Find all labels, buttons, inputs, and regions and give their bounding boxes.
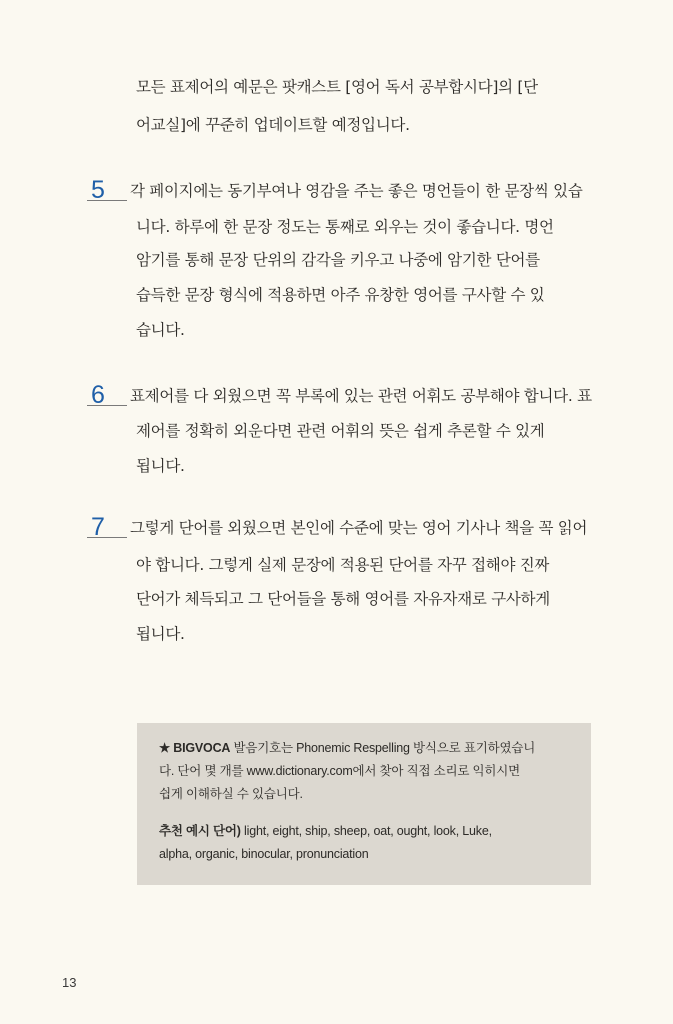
brand-name: BIGVOCA (173, 741, 231, 755)
note-line-2: 다. 단어 몇 개를 www.dictionary.com에서 찾아 직접 소리로 익히시면 (159, 764, 521, 778)
intro-line-2: 어교실]에 꾸준히 업데이트할 예정입니다. (136, 116, 410, 134)
section-number-7: 7 (91, 513, 105, 541)
section-number-underline (87, 405, 127, 406)
section-number-5: 5 (91, 176, 105, 204)
section-5-line-4: 습득한 문장 형식에 적용하면 아주 유창한 영어를 구사할 수 있 (136, 286, 545, 304)
example-words: light, eight, ship, sheep, oat, ought, look, Luke, (240, 824, 492, 838)
section-5-line-5: 습니다. (136, 321, 185, 339)
page-number: 13 (62, 975, 77, 990)
section-7-line-3: 단어가 체득되고 그 단어들을 통해 영어를 자유자재로 구사하게 (136, 590, 550, 608)
section-7-line-2: 야 합니다. 그렇게 실제 문장에 적용된 단어를 자꾸 접해야 진짜 (136, 556, 550, 574)
note-example-line-1 (159, 823, 492, 839)
section-5-line-1: 각 페이지에는 동기부여나 영감을 주는 좋은 명언들이 한 문장씩 있습 (130, 182, 583, 200)
note-line-1-text: 발음기호는 Phonemic Respelling 방식으로 표기하였습니 (230, 741, 536, 755)
section-5-line-2: 니다. 하루에 한 문장 정도는 통째로 외우는 것이 좋습니다. 명언 (136, 218, 554, 236)
intro-line-1: 모든 표제어의 예문은 팟캐스트 [영어 독서 공부합시다]의 [단 (136, 78, 538, 96)
section-7-line-1: 그렇게 단어를 외웠으면 본인에 수준에 맞는 영어 기사나 책을 꼭 읽어 (130, 519, 588, 537)
section-7-line-4: 됩니다. (136, 625, 185, 643)
section-number-6: 6 (91, 381, 105, 409)
note-example-line-2: alpha, organic, binocular, pronunciation (159, 847, 369, 861)
note-line-1 (159, 740, 535, 756)
section-5-line-3: 암기를 통해 문장 단위의 감각을 키우고 나중에 암기한 단어를 (136, 251, 540, 269)
section-6-line-2: 제어를 정확히 외운다면 관련 어휘의 뜻은 쉽게 추론할 수 있게 (136, 422, 545, 440)
section-number-underline (87, 200, 127, 201)
example-label: 추천 예시 단어) (159, 824, 241, 838)
pronunciation-note-box (137, 723, 591, 885)
section-6-line-3: 됩니다. (136, 457, 185, 475)
note-line-3: 쉽게 이해하실 수 있습니다. (159, 787, 303, 801)
star-icon: ★ (159, 741, 171, 755)
section-6-line-1: 표제어를 다 외웠으면 꼭 부록에 있는 관련 어휘도 공부해야 합니다. 표 (130, 387, 592, 405)
section-number-underline (87, 537, 127, 538)
